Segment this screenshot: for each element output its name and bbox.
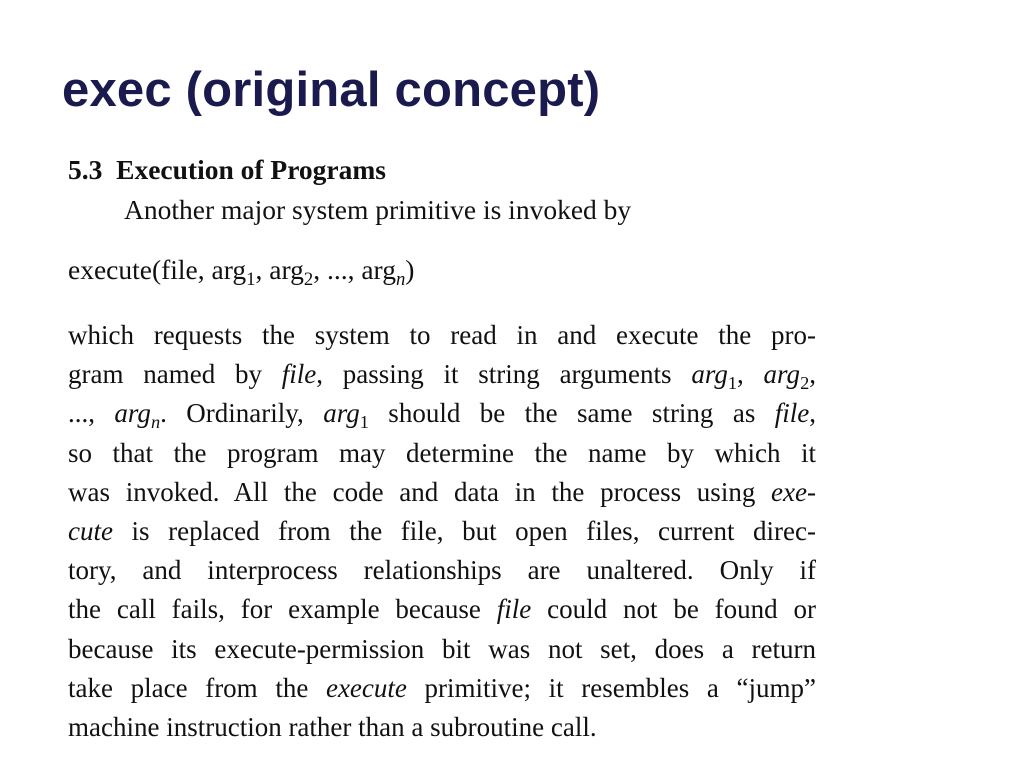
execute-formula <box>68 254 415 290</box>
paragraph-line: which requests the system to read in and execute the pro- <box>68 320 816 350</box>
formula-part: , ..., arg <box>313 254 396 285</box>
section-number: 5.3 <box>68 154 103 185</box>
formula-subscript: n <box>395 268 406 290</box>
paragraph-line: so that the program may determine the name by which it <box>68 437 816 468</box>
paragraph-line: cute is replaced from the file, but open files, current direc- <box>68 515 816 546</box>
slide-title: exec (original concept) <box>62 63 601 117</box>
formula-part: , arg <box>255 254 304 285</box>
formula-subscript: 2 <box>303 268 314 290</box>
paragraph-line: gram named by file, passing it string arguments arg$_1$, arg$_2$, <box>68 359 816 394</box>
formula-part: ) <box>405 254 415 285</box>
paragraph-line: ..., arg$_n$. Ordinarily, arg$_1$ should be the same string as file, <box>68 398 817 433</box>
paragraph-line: the call fails, for example because file could not be found or <box>68 594 817 625</box>
body-paragraph <box>68 316 816 747</box>
formula-subscript: 1 <box>246 268 256 290</box>
paragraph-line: tory, and interprocess relationships are unaltered. Only if <box>68 555 816 586</box>
paragraph-line: machine instruction rather than a subroutine call. <box>68 711 597 742</box>
section-title: Execution of Programs <box>116 154 386 185</box>
paragraph-line: take place from the execute primitive; it resembles a “jump” <box>68 672 816 703</box>
section-heading <box>68 154 386 186</box>
paragraph-line: because its execute-permission bit was not set, does a return <box>68 633 816 664</box>
formula-part: execute(file, arg <box>68 254 247 285</box>
intro-sentence: Another major system primitive is invoked by <box>124 194 632 225</box>
paragraph-line: was invoked. All the code and data in the process using exe- <box>68 476 816 507</box>
